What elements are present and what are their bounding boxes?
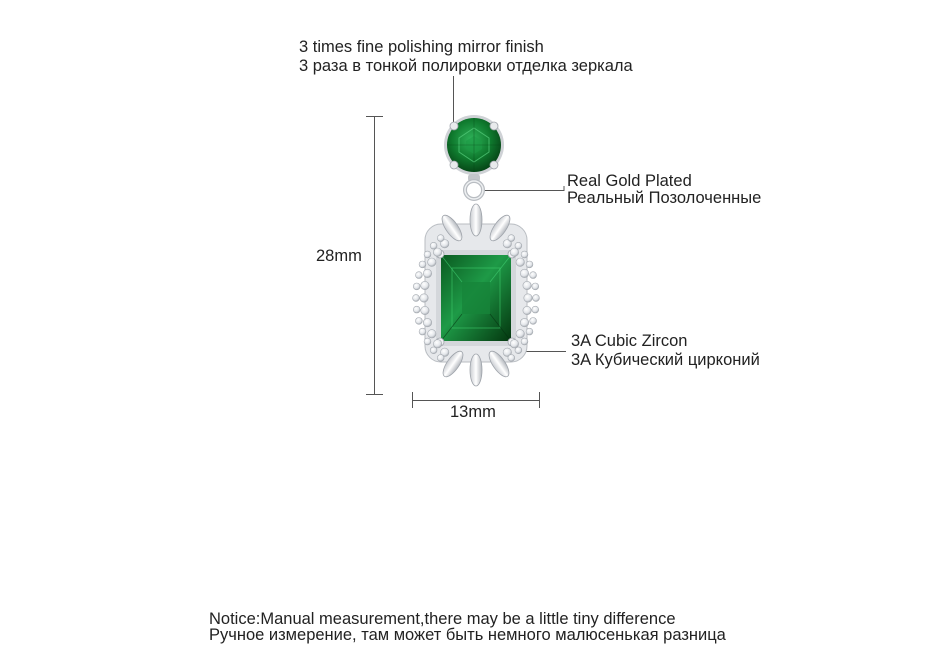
zircon-stone: [521, 338, 528, 345]
zircon-stone: [516, 330, 524, 338]
notice-text-ru: Ручное измерение, там может быть немного малюсенькая разница: [209, 626, 726, 644]
zircon-stone: [416, 272, 423, 279]
zircon-stone: [523, 306, 531, 314]
zircon-stone: [532, 283, 539, 290]
stone-annotation-ru: 3A Кубический цирконий: [571, 351, 760, 369]
width-dimension-label: 13mm: [450, 403, 496, 421]
zircon-stone: [530, 272, 537, 279]
center-emerald-cut-stone: [436, 250, 516, 346]
zircon-stone: [508, 355, 515, 362]
zircon-stone: [413, 306, 420, 313]
zircon-stone: [523, 281, 531, 289]
leader-line-plating: [481, 186, 564, 191]
zircon-stone: [419, 328, 426, 335]
zircon-stone: [413, 295, 420, 302]
zircon-stone: [533, 295, 540, 302]
zircon-stone: [433, 248, 441, 256]
zircon-stone: [526, 328, 533, 335]
zircon-stone: [419, 261, 426, 268]
zircon-stone: [524, 294, 532, 302]
zircon-stone: [423, 318, 431, 326]
connector-loop: [465, 174, 483, 199]
zircon-stone: [520, 318, 528, 326]
height-dimension-line: [366, 116, 383, 395]
polish-annotation-ru: 3 раза в тонкой полировки отделка зеркала: [299, 57, 633, 75]
zircon-stone: [530, 318, 537, 325]
zircon-stone: [423, 269, 431, 277]
zircon-stone: [508, 235, 515, 242]
plating-annotation-ru: Реальный Позолоченные: [567, 189, 762, 207]
zircon-stone: [510, 340, 518, 348]
zircon-stone: [424, 251, 431, 258]
zircon-stone: [521, 251, 528, 258]
zircon-stone: [421, 281, 429, 289]
plating-annotation-en: Real Gold Plated: [567, 172, 692, 190]
zircon-stone: [421, 306, 429, 314]
zircon-stone: [433, 340, 441, 348]
zircon-stone: [515, 242, 522, 249]
zircon-stone: [413, 283, 420, 290]
stone-annotation-en: 3A Cubic Zircon: [571, 332, 688, 350]
zircon-stone: [428, 258, 436, 266]
zircon-stone: [424, 338, 431, 345]
zircon-stone: [437, 235, 444, 242]
zircon-stone: [516, 258, 524, 266]
zircon-stone: [526, 261, 533, 268]
height-dimension-label: 28mm: [316, 247, 362, 265]
zircon-stone: [428, 330, 436, 338]
top-round-emerald: [444, 115, 504, 175]
zircon-stone: [515, 347, 522, 354]
polish-annotation-en: 3 times fine polishing mirror finish: [299, 38, 544, 56]
zircon-stone: [430, 242, 437, 249]
zircon-stone: [416, 318, 423, 325]
zircon-stone: [437, 355, 444, 362]
zircon-stone: [520, 269, 528, 277]
notice-text-en: Notice:Manual measurement,there may be a little tiny difference: [209, 610, 676, 628]
zircon-stone: [430, 347, 437, 354]
zircon-stone: [532, 306, 539, 313]
zircon-stone: [510, 248, 518, 256]
zircon-stone: [420, 294, 428, 302]
